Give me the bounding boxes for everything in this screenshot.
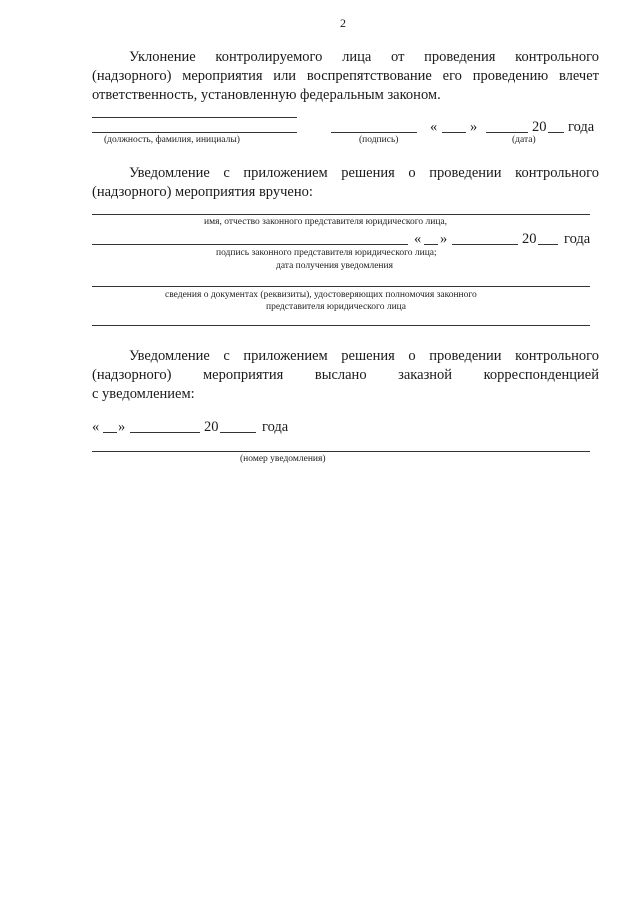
year-suffix: года xyxy=(568,119,595,135)
caption-signature: (подпись) xyxy=(359,135,399,145)
paragraph-1-line-2: (надзорного) мероприятия или воспрепятствование его проведению влечет xyxy=(92,68,599,84)
paragraph-3-line-3: с уведомлением: xyxy=(92,386,195,402)
paragraph-3-word: заказной xyxy=(398,367,453,383)
paragraph-3-word: корреспонденцией xyxy=(483,367,599,383)
year-blank-line xyxy=(548,132,564,133)
receipt-docs-line-bottom xyxy=(92,325,590,326)
signature-line xyxy=(331,132,417,133)
caption-representative-name: имя, отчество законного представителя юридического лица, xyxy=(204,217,448,227)
paragraph-3-word: (надзорного) xyxy=(92,367,172,383)
paragraph-3-word: выслано xyxy=(314,367,367,383)
paragraph-2-line-2: (надзорного) мероприятия вручено: xyxy=(92,184,313,200)
receipt-year-prefix: 20 xyxy=(522,231,537,247)
sent-year-suffix: года xyxy=(262,419,289,435)
receipt-date-open-quote: « xyxy=(414,231,422,247)
caption-documents-2: представителя юридического лица xyxy=(266,302,406,312)
sent-month-blank-line xyxy=(130,432,200,433)
paragraph-3-line-1: Уведомление с приложением решения о проведении контрольного xyxy=(129,348,599,364)
caption-documents-1: сведения о документах (реквизиты), удостоверяющих полномочия законного xyxy=(165,290,477,300)
paragraph-2-line-1: Уведомление с приложением решения о проведении контрольного xyxy=(129,165,599,181)
date-close-quote: » xyxy=(470,119,478,135)
receipt-docs-line xyxy=(92,286,590,287)
receipt-month-blank-line xyxy=(452,244,518,245)
receipt-date-close-quote: » xyxy=(440,231,448,247)
caption-representative-signature: подпись законного представителя юридического лица; xyxy=(216,248,437,258)
caption-date: (дата) xyxy=(512,135,536,145)
day-blank-line xyxy=(442,132,466,133)
paragraph-1-line-3: ответственность, установленную федеральным законом. xyxy=(92,87,441,103)
caption-notification-number: (номер уведомления) xyxy=(240,454,326,464)
year-prefix: 20 xyxy=(532,119,547,135)
caption-position: (должность, фамилия, инициалы) xyxy=(104,135,240,145)
receipt-year-blank-line xyxy=(538,244,558,245)
receipt-signature-line xyxy=(92,244,408,245)
paragraph-3-word: мероприятия xyxy=(202,367,284,383)
receipt-day-blank-line xyxy=(424,244,438,245)
sent-date-open-quote: « xyxy=(92,419,100,435)
page-number: 2 xyxy=(340,16,346,30)
receipt-year-suffix: года xyxy=(564,231,591,247)
sent-day-blank-line xyxy=(103,432,117,433)
position-line-top xyxy=(92,117,297,118)
position-line xyxy=(92,132,297,133)
date-open-quote: « xyxy=(430,119,438,135)
sent-date-close-quote: » xyxy=(118,419,126,435)
receipt-name-line xyxy=(92,214,590,215)
paragraph-3-line-2 xyxy=(92,366,599,385)
sent-year-blank-line xyxy=(220,432,256,433)
caption-receipt-date: дата получения уведомления xyxy=(276,261,393,271)
sent-year-prefix: 20 xyxy=(204,419,219,435)
notification-number-line xyxy=(92,451,590,452)
month-blank-line xyxy=(486,132,528,133)
paragraph-1-line-1: Уклонение контролируемого лица от проведения контрольного xyxy=(129,49,599,65)
